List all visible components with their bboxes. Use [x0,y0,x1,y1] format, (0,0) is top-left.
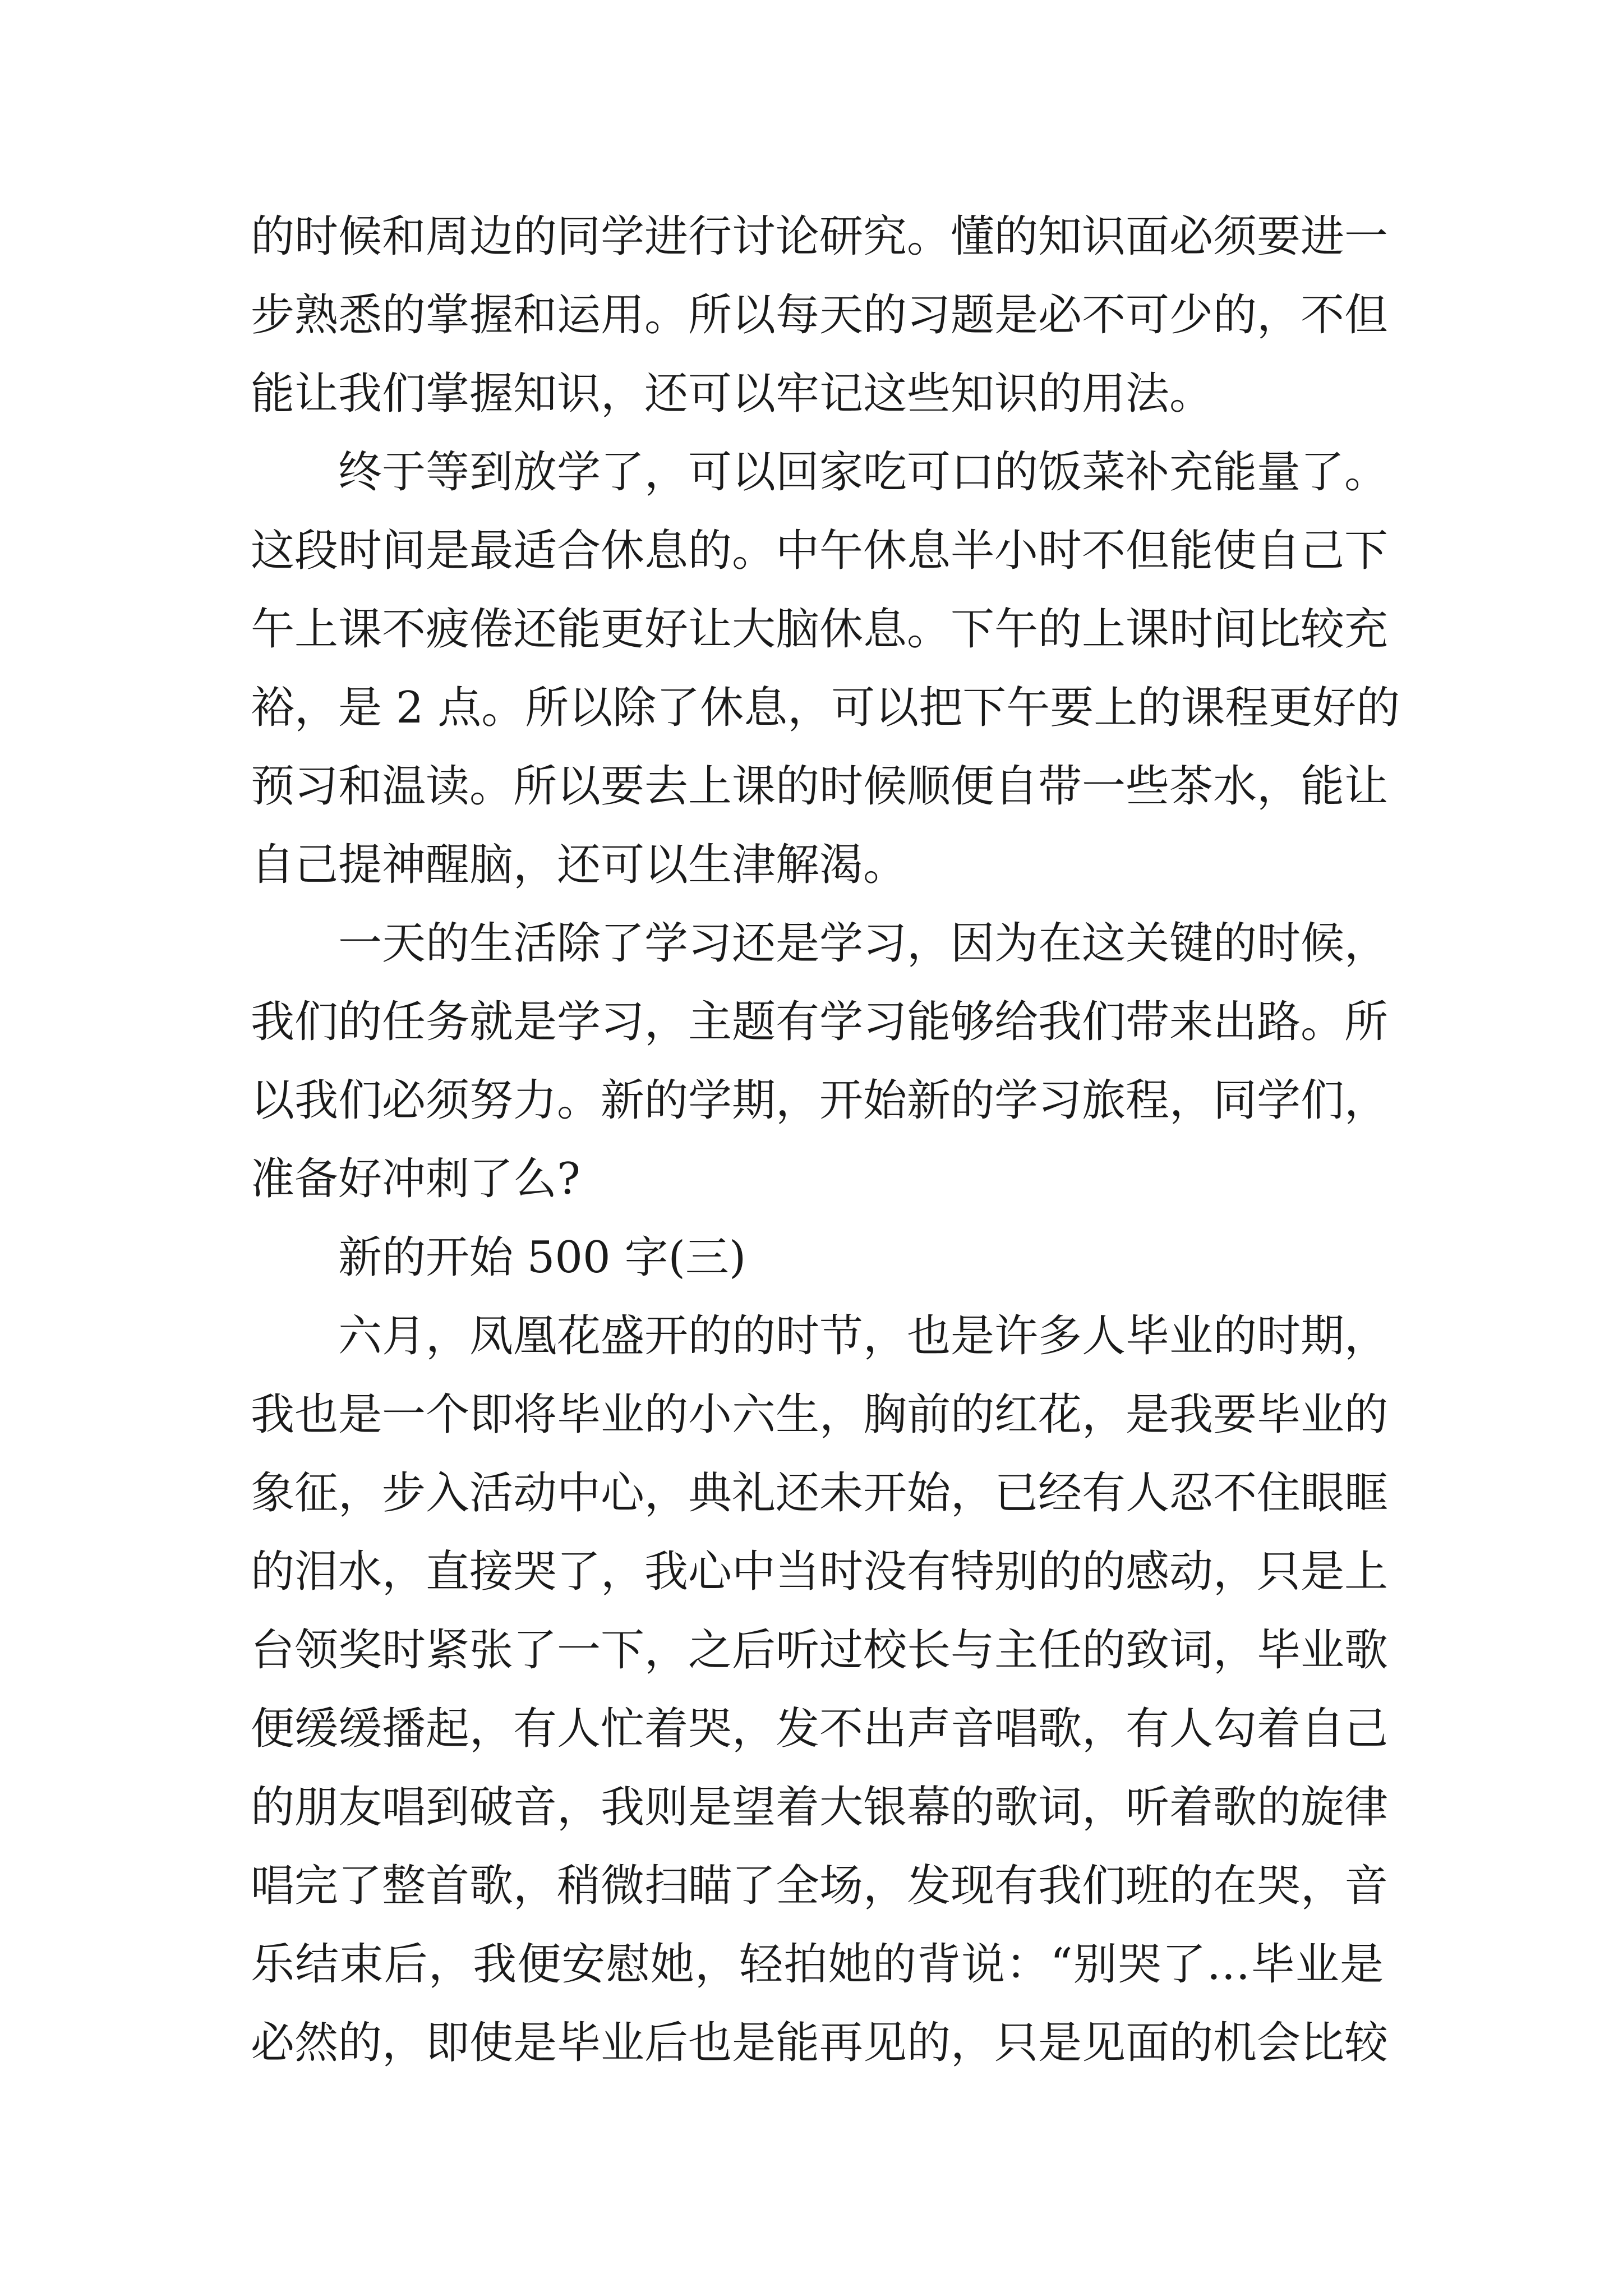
text-line: 裕，是 2 点。所以除了休息，可以把下午要上的课程更好的 [251,683,1400,733]
text-line: 以我们必须努力。新的学期，开始新的学习旅程，同学们， [251,1075,1389,1126]
text-line: 象征，步入活动中心，典礼还未开始，已经有人忍不住眼眶 [251,1468,1389,1519]
text-line: 我们的任务就是学习，主题有学习能够给我们带来出路。所 [251,997,1389,1047]
text-line: 的朋友唱到破音，我则是望着大银幕的歌词，听着歌的旋律 [251,1782,1389,1833]
section-heading: 新的开始 500 字(三) [338,1232,746,1283]
text-line: 准备好冲刺了么? [251,1154,580,1204]
text-line: 我也是一个即将毕业的小六生，胸前的红花，是我要毕业的 [251,1389,1389,1440]
text-line: 便缓缓播起，有人忙着哭，发不出声音唱歌，有人勾着自己 [251,1704,1389,1754]
text-line: 自己提神醒脑，还可以生津解渴。 [251,840,907,890]
text-line: 能让我们掌握知识，还可以牢记这些知识的用法。 [251,369,1214,419]
text-line: 这段时间是最适合休息的。中午休息半小时不但能使自己下 [251,526,1389,576]
text-line: 的泪水，直接哭了，我心中当时没有特别的的感动，只是上 [251,1547,1389,1597]
text-line: 唱完了整首歌，稍微扫瞄了全场，发现有我们班的在哭，音 [251,1861,1389,1911]
paragraph-first-line: 终于等到放学了，可以回家吃可口的饭菜补充能量了。 [338,447,1389,498]
text-line: 步熟悉的掌握和运用。所以每天的习题是必不可少的，不但 [251,290,1389,341]
text-line: 预习和温读。所以要去上课的时候顺便自带一些茶水，能让 [251,761,1389,812]
text-line: 午上课不疲倦还能更好让大脑休息。下午的上课时间比较充 [251,604,1389,655]
paragraph-first-line: 一天的生活除了学习还是学习，因为在这关键的时候， [338,918,1389,969]
paragraph-first-line: 六月，凤凰花盛开的的时节，也是许多人毕业的时期， [338,1311,1389,1361]
text-line: 必然的，即使是毕业后也是能再见的，只是见面的机会比较 [251,2018,1389,2068]
text-line: 的时候和周边的同学进行讨论研究。懂的知识面必须要进一 [251,211,1389,262]
text-line: 台领奖时紧张了一下，之后听过校长与主任的致词，毕业歌 [251,1625,1389,1676]
text-line: 乐结束后，我便安慰她，轻拍她的背说：“别哭了…毕业是 [251,1939,1384,1990]
